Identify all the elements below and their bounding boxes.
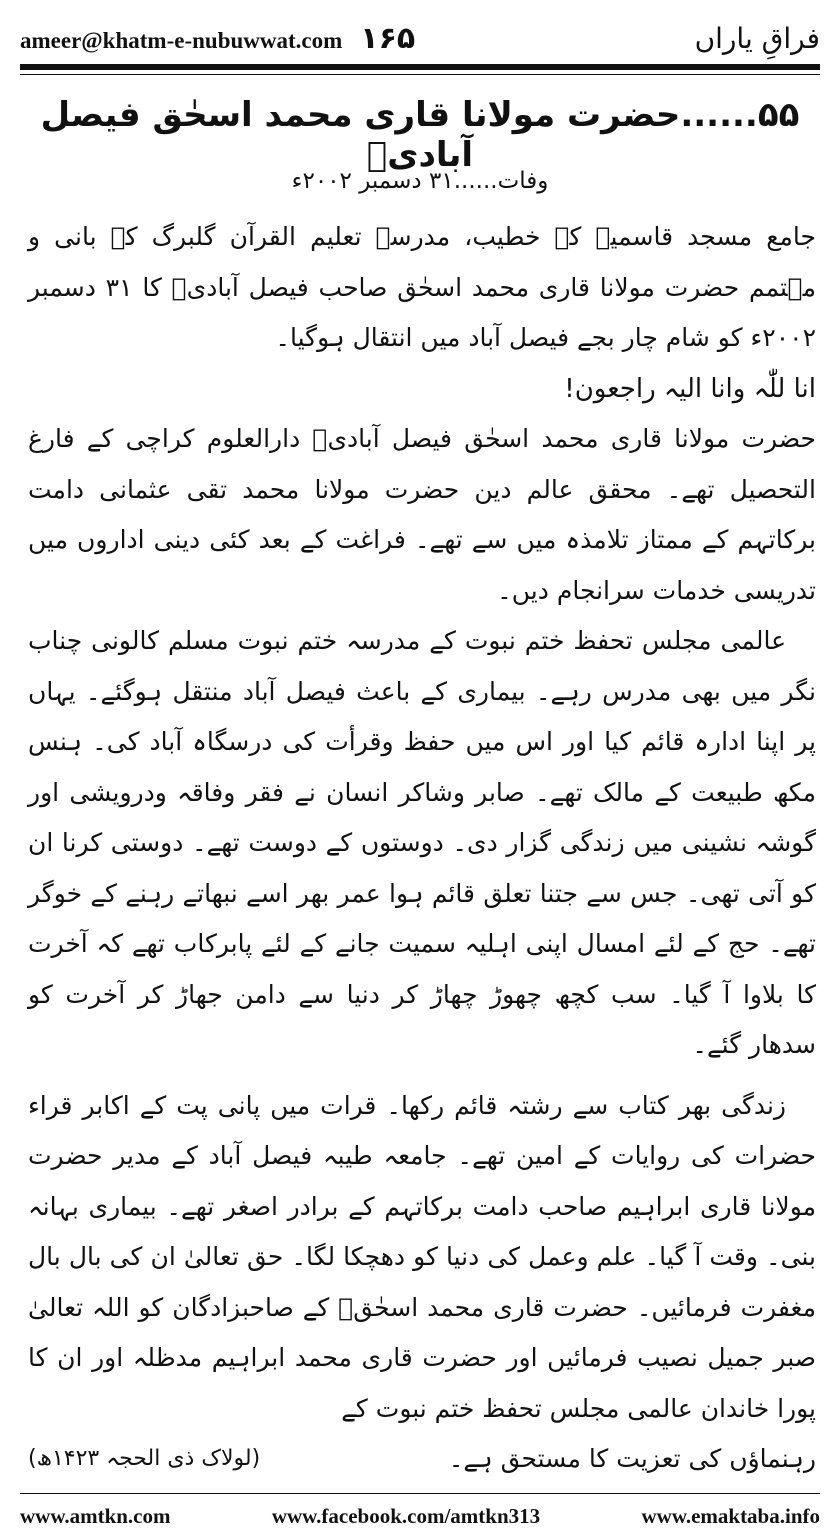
paragraph-4-last-line xyxy=(28,1434,816,1485)
footer-link-emaktaba[interactable]: www.emaktaba.info xyxy=(641,1503,820,1528)
header-rule-thin xyxy=(20,74,820,75)
inna-lillah-line: انا للّٰہ وانا الیہ راجعون! xyxy=(564,373,816,404)
chapter-heading: ۵۵......حضرت مولانا قاری محمد اسحٰق فیصل آبادیؒ xyxy=(40,95,800,175)
paragraph-1: جامع مسجد قاسمیہ کے خطیب، مدرسہ تعلیم القرآن گلبرگ کے بانی و مہتمم حضرت مولانا قاری محمد اسحٰق صاحب فیصل آبادیؒ کا ۳۱ دسمبر ۲۰۰۲ء کو شام چار بجے فیصل آباد میں انتقال ہوگیا۔ xyxy=(28,222,816,352)
paragraph-3: عالمی مجلس تحفظ ختم نبوت کے مدرسہ ختم نبوت مسلم کالونی چناب نگر میں بھی مدرس رہے۔ بیماری کے باعث فیصل آباد منتقل ہوگئے۔ یہاں پر اپنا ادارہ قائم کیا اور اس میں حفظ وقرأت کی درسگاہ آباد کی۔ ہنس مکھ طبیعت کے مالک تھے۔ صابر وشاکر انسان نے فقر وفاقہ ودرویشی اور گوشہ نشینی میں زندگی گزار دی۔ دوستوں کے دوست تھے۔ دوستی کرنا ان کو آتی تھی۔ جس سے جتنا تعلق قائم ہوا عمر بھر اسے نبھاتے رہنے کے خوگر تھے۔ حج کے لئے امسال اپنی اہلیہ سمیت جانے کے لئے پابرکاب تھے کہ آخرت کا بلاوا آ گیا۔ سب کچھ چھوڑ چھاڑ کر دنیا سے دامن جھاڑ کر آخرت کو سدھار گئے۔ xyxy=(28,626,816,1059)
page-header xyxy=(20,14,820,62)
paragraph-2: حضرت مولانا قاری محمد اسحٰق فیصل آبادیؒ دارالعلوم کراچی کے فارغ التحصیل تھے۔ محقق عالم دین حضرت مولانا محمد تقی عثمانی دامت برکاتہم کے ممتاز تلامذہ میں سے تھے۔ فراغت کے بعد کئی دینی اداروں میں تدریسی خدمات سرانجام دیں۔ xyxy=(28,424,816,605)
source-citation: (لولاک ذی الحجہ ۱۴۲۳ھ) xyxy=(28,1446,261,1471)
article-body xyxy=(28,212,816,1485)
header-email: ameer@khatm-e-nubuwwat.com xyxy=(20,27,343,53)
header-left xyxy=(20,21,415,56)
footer-link-amtkn[interactable]: www.amtkn.com xyxy=(20,1503,171,1528)
paragraph-4-ending: رہنماؤں کی تعزیت کا مستحق ہے۔ xyxy=(448,1444,816,1473)
footer-link-facebook[interactable]: www.facebook.com/amtkn313 xyxy=(271,1503,541,1528)
footer-rule xyxy=(20,1493,820,1494)
death-date: وفات......۳۱ دسمبر ۲۰۰۲ء xyxy=(291,168,549,194)
book-title: فراقِ یاراں xyxy=(694,21,820,55)
page-footer xyxy=(20,1500,820,1532)
paragraph-4: زندگی بھر کتاب سے رشتہ قائم رکھا۔ قرات میں پانی پت کے اکابر قراء حضرات کی روایات کے امین تھے۔ جامعہ طیبہ فیصل آباد کے مدیر حضرت مولانا قاری ابراہیم صاحب دامت برکاتہم کے برادر اصغر تھے۔ بیماری بہانہ بنی۔ وقت آ گیا۔ علم وعمل کی دنیا کو دھچکا لگا۔ حق تعالیٰ ان کی بال بال مغفرت فرمائیں۔ حضرت قاری محمد اسحٰقؒ کے صاحبزادگان کو اللہ تعالیٰ صبر جمیل نصیب فرمائیں اور حضرت قاری محمد ابراہیم مدظلہ اور ان کا پورا خاندان عالمی مجلس تحفظ ختم نبوت کے xyxy=(28,1090,816,1423)
page-number: ۱۶۵ xyxy=(360,20,416,56)
header-rule-thick xyxy=(20,64,820,70)
